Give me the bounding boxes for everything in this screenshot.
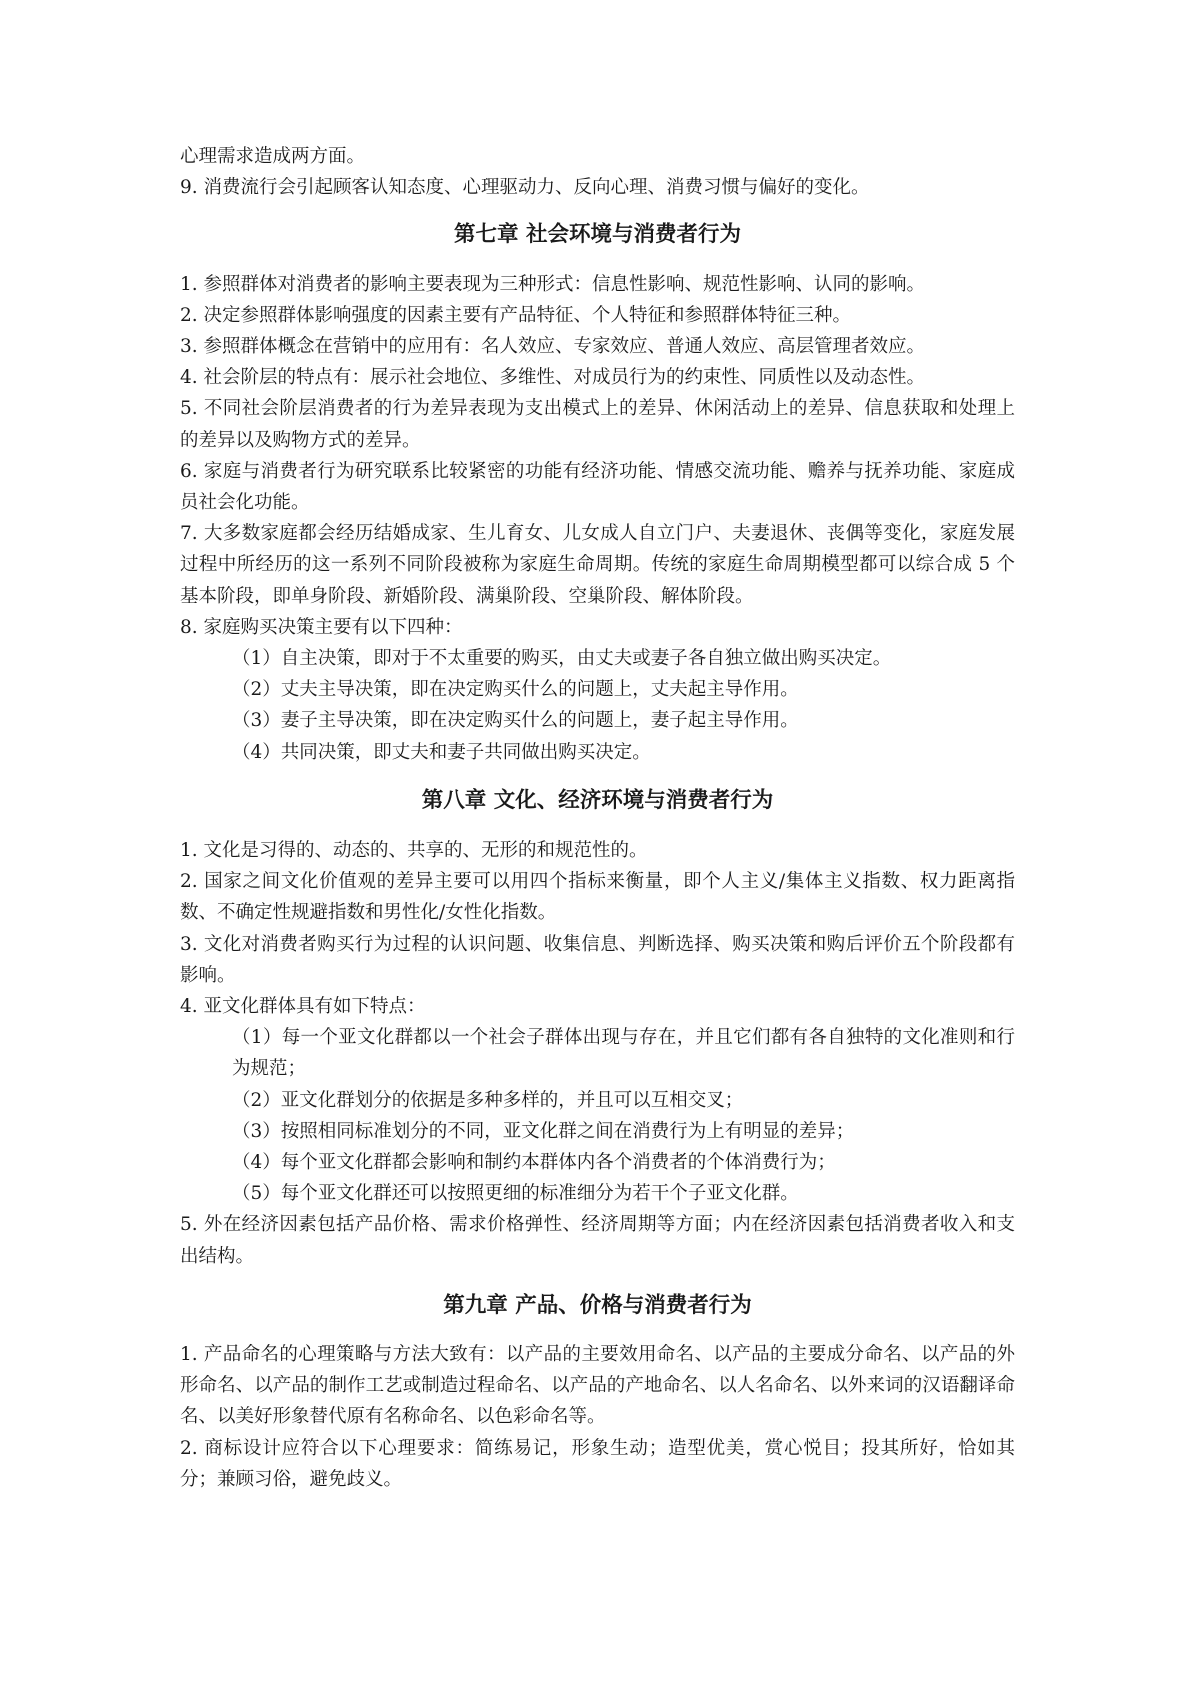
continuation-paragraph: 心理需求造成两方面。 — [180, 146, 366, 167]
chapter-9-heading: 第九章 产品、价格与消费者行为 — [443, 1292, 752, 1318]
list-item: 2. 商标设计应符合以下心理要求：简练易记，形象生动；造型优美，赏心悦目；投其所好，恰如其分；兼顾习俗，避免歧义。 — [180, 1437, 1015, 1490]
chapter-7-heading: 第七章 社会环境与消费者行为 — [454, 222, 741, 248]
list-item: 5. 外在经济因素包括产品价格、需求价格弹性、经济周期等方面；内在经济因素包括消费者收入和支出结构。 — [180, 1214, 1015, 1267]
list-item: 5. 不同社会阶层消费者的行为差异表现为支出模式上的差异、休闲活动上的差异、信息获取和处理上的差异以及购物方式的差异。 — [180, 398, 1015, 451]
sub-list-item: （5）每个亚文化群还可以按照更细的标准细分为若干个子亚文化群。 — [232, 1183, 799, 1205]
list-item: 1. 参照群体对消费者的影响主要表现为三种形式：信息性影响、规范性影响、认同的影响。 — [180, 273, 926, 295]
chapter-8-heading: 第八章 文化、经济环境与消费者行为 — [421, 787, 774, 813]
list-item: 1. 文化是习得的、动态的、共享的、无形的和规范性的。 — [180, 840, 648, 862]
sub-list-item: （1）每一个亚文化群都以一个社会子群体出现与存在，并且它们都有各自独特的文化准则和行为规范； — [232, 1027, 1015, 1080]
list-item: 6. 家庭与消费者行为研究联系比较紧密的功能有经济功能、情感交流功能、赡养与抚养功能、家庭成员社会化功能。 — [180, 460, 1015, 514]
list-item: 2. 决定参照群体影响强度的因素主要有产品特征、个人特征和参照群体特征三种。 — [180, 304, 852, 326]
list-item: 4. 亚文化群体具有如下特点： — [180, 996, 426, 1018]
list-item: 3. 文化对消费者购买行为过程的认识问题、收集信息、判断选择、购买决策和购后评价五个阶段都有影响。 — [180, 933, 1015, 986]
sub-list-item: （2）亚文化群划分的依据是多种多样的，并且可以互相交叉； — [232, 1089, 744, 1111]
document-page — [180, 141, 1015, 1495]
sub-list-item: （3）按照相同标准划分的不同，亚文化群之间在消费行为上有明显的差异； — [232, 1120, 855, 1142]
list-item: 7. 大多数家庭都会经历结婚成家、生儿育女、儿女成人自立门户、夫妻退休、丧偶等变化，家庭发展过程中所经历的这一系列不同阶段被称为家庭生命周期。传统的家庭生命周期模型都可以综合成 5 个基本阶段，即单身阶段、新婚阶段、满巢阶段、空巢阶段、解体阶段。 — [180, 523, 1015, 607]
sub-list-item: （4）共同决策，即丈夫和妻子共同做出购买决定。 — [232, 741, 651, 763]
list-item: 4. 社会阶层的特点有：展示社会地位、多维性、对成员行为的约束性、同质性以及动态性。 — [180, 367, 926, 389]
list-item: 2. 国家之间文化价值观的差异主要可以用四个指标来衡量，即个人主义/集体主义指数、权力距离指数、不确定性规避指数和男性化/女性化指数。 — [180, 871, 1015, 924]
list-item: 1. 产品命名的心理策略与方法大致有：以产品的主要效用命名、以产品的主要成分命名、以产品的外形命名、以产品的制作工艺或制造过程命名、以产品的产地命名、以人名命名、以外来词的汉语翻译命名、以美好形象替代原有名称命名、以色彩命名等。 — [180, 1344, 1015, 1428]
list-item: 9. 消费流行会引起顾客认知态度、心理驱动力、反向心理、消费习惯与偏好的变化。 — [180, 177, 870, 199]
sub-list-item: （1）自主决策，即对于不太重要的购买，由丈夫或妻子各自独立做出购买决定。 — [232, 648, 892, 670]
sub-list-item: （4）每个亚文化群都会影响和制约本群体内各个消费者的个体消费行为； — [232, 1152, 836, 1174]
sub-list-item: （3）妻子主导决策，即在决定购买什么的问题上，妻子起主导作用。 — [232, 710, 799, 732]
sub-list-item: （2）丈夫主导决策，即在决定购买什么的问题上，丈夫起主导作用。 — [232, 679, 799, 701]
list-item: 8. 家庭购买决策主要有以下四种： — [180, 616, 463, 638]
list-item: 3. 参照群体概念在营销中的应用有：名人效应、专家效应、普通人效应、高层管理者效应。 — [180, 336, 926, 357]
